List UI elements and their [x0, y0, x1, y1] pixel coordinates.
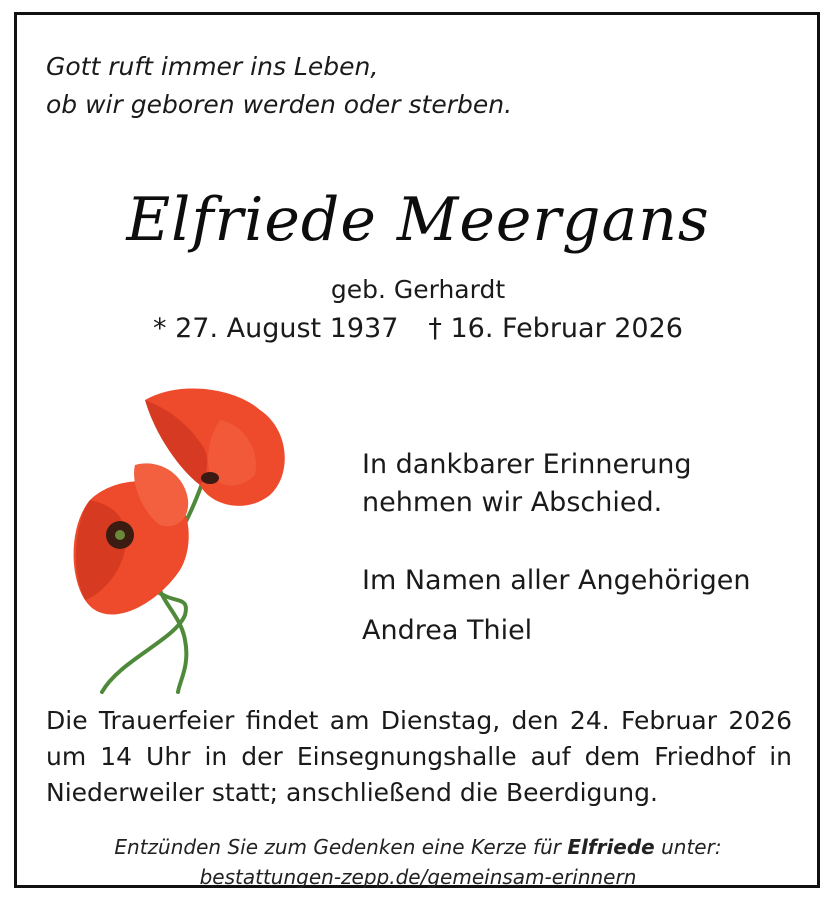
relatives-signature — [362, 556, 750, 656]
ceremony-line-1: Die Trauerfeier findet am Dienstag, den 24. Februar 2026 — [46, 706, 792, 735]
ceremony-line-2: um 14 Uhr in der Einsegnungshalle auf dem Friedhof in — [46, 742, 792, 771]
ceremony-info — [46, 703, 792, 811]
life-dates — [0, 313, 836, 344]
death-date: † 16. Februar 2026 — [428, 313, 683, 344]
footer-prefix: Entzünden Sie zum Gedenken eine Kerze für — [114, 835, 561, 859]
motto-line-2: ob wir geboren werden oder sterben. — [46, 90, 513, 119]
gratitude-line-2: nehmen wir Abschied. — [362, 487, 663, 518]
footer-suffix: unter: — [661, 835, 722, 859]
ceremony-line-3: Niederweiler statt; anschließend die Beerdigung. — [46, 778, 658, 807]
deceased-name: Elfriede Meergans — [126, 185, 710, 255]
gratitude-line-1: In dankbarer Erinnerung — [362, 449, 692, 480]
motto-line-1: Gott ruft immer ins Leben, — [46, 52, 379, 81]
memorial-footer — [0, 832, 836, 892]
footer-line-1 — [0, 832, 836, 862]
gratitude-text — [362, 446, 692, 522]
motto — [46, 48, 512, 124]
birth-date: * 27. August 1937 — [153, 313, 399, 344]
relatives-line-1: Im Namen aller Angehörigen — [362, 565, 751, 596]
relatives-line-2: Andrea Thiel — [362, 615, 533, 646]
poppy-flower-illustration — [60, 380, 310, 695]
memorial-url[interactable]: bestattungen-zepp.de/gemeinsam-erinnern — [199, 865, 637, 889]
footer-name: Elfriede — [567, 835, 655, 859]
born-name: geb. Gerhardt — [330, 275, 506, 304]
